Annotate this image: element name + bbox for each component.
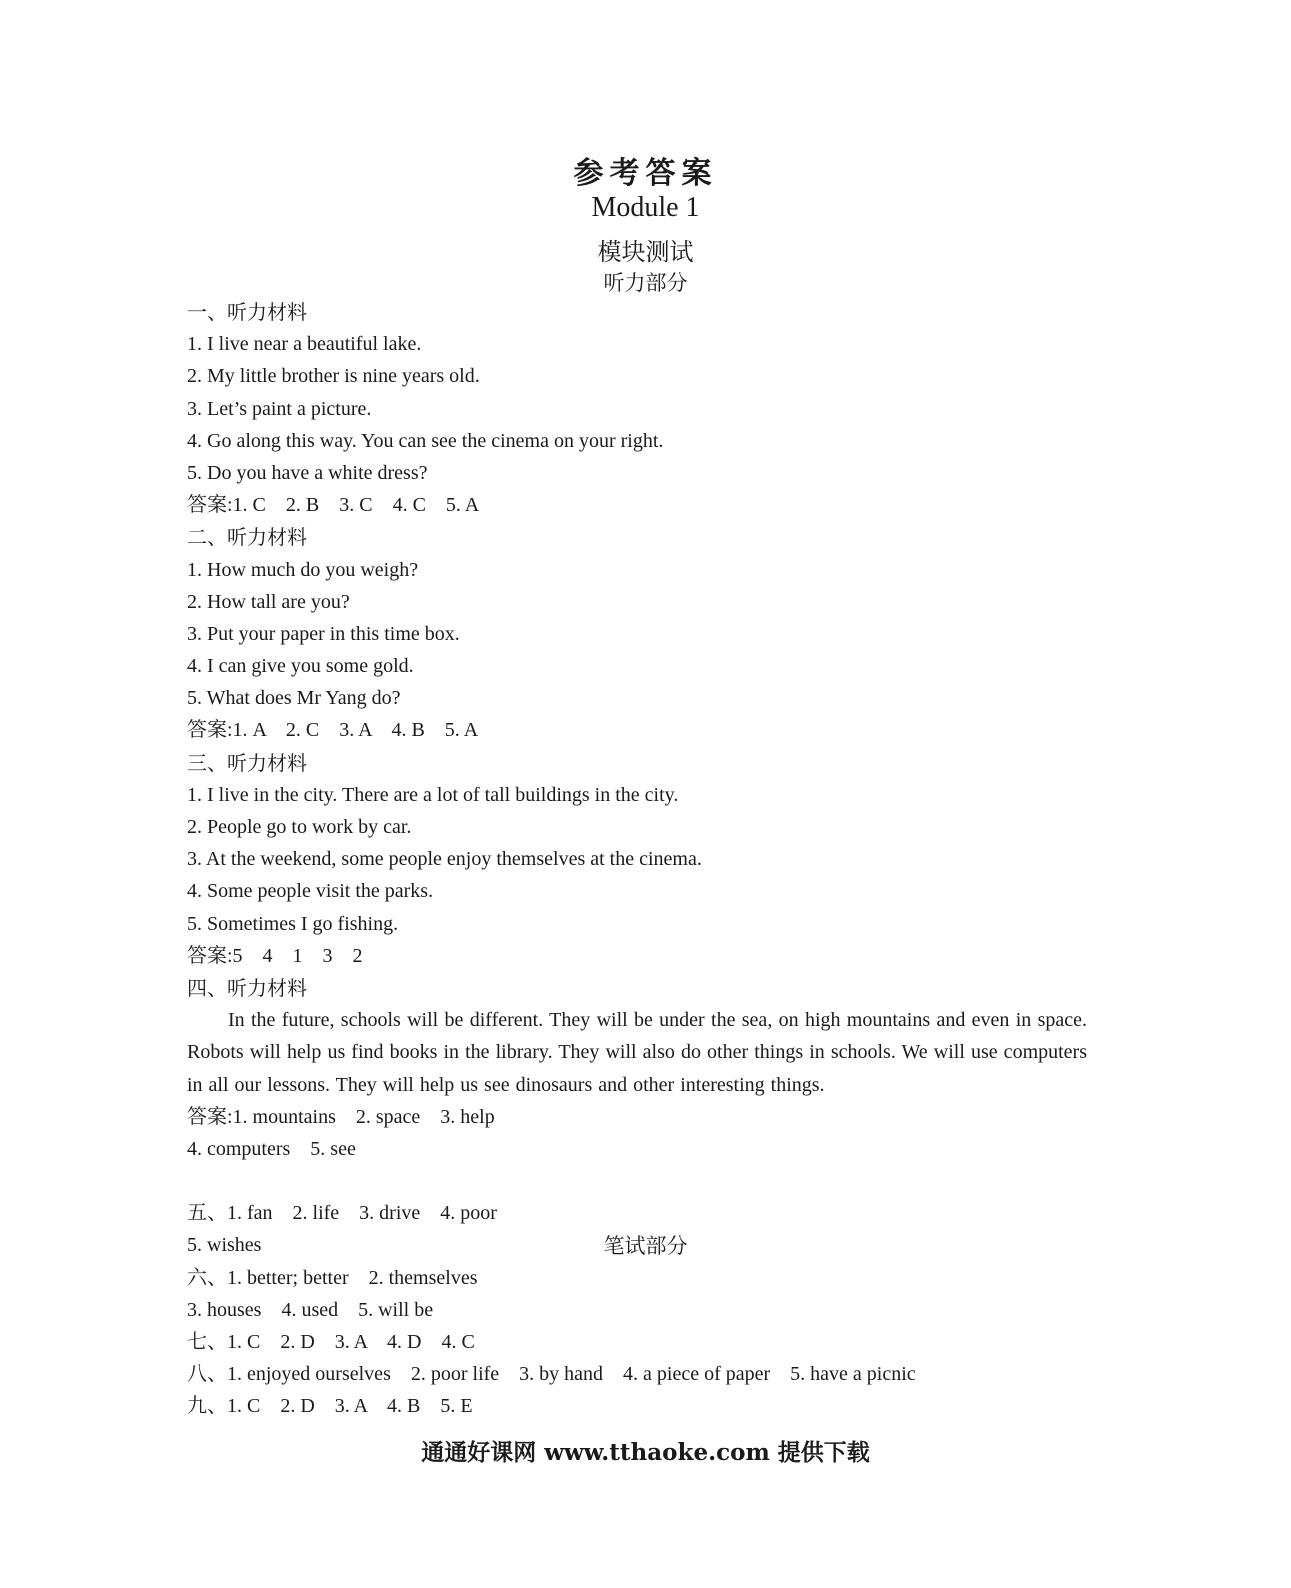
writing-answer-line: 3. houses 4. used 5. will be xyxy=(187,1298,434,1321)
part2-item: 4. I can give you some gold. xyxy=(187,655,414,678)
part4-paragraph: In the future, schools will be different. They will be under the sea, on high mountains and even in space. Robots will help us find books in the library. They will also do other things in schools. We will use computers in all our lessons. They will help us see dinosaurs and other interesting things. xyxy=(187,1009,1087,1096)
writing-section-title: 笔试部分 xyxy=(603,1233,688,1258)
part1-answer: 答案:1. C 2. B 3. C 4. C 5. A xyxy=(187,494,480,517)
writing-answer-line: 七、1. C 2. D 3. A 4. D 4. C xyxy=(187,1331,475,1354)
part3-item: 2. People go to work by car. xyxy=(187,816,412,838)
module-title: Module 1 xyxy=(591,192,700,223)
part2-item: 3. Put your paper in this time box. xyxy=(187,622,460,645)
part1-item: 4. Go along this way. You can see the cinema on your right. xyxy=(187,429,664,452)
footer-source-note: 通通好课网 www.tthaoke.com 提供下载 xyxy=(421,1439,870,1466)
listening-section-title: 听力部分 xyxy=(603,271,688,295)
answer-content xyxy=(187,296,1087,1423)
part1-item: 1. I live near a beautiful lake. xyxy=(187,333,422,356)
writing-answer-line: 九、1. C 2. D 3. A 4. B 5. E xyxy=(187,1395,473,1418)
part2-item: 1. How much do you weigh? xyxy=(187,558,419,581)
part3-heading: 三、听力材料 xyxy=(187,750,307,775)
part1-item: 5. Do you have a white dress? xyxy=(187,461,428,484)
part4-answer-line1: 答案:1. mountains 2. space 3. help xyxy=(187,1105,495,1128)
part4-heading: 四、听力材料 xyxy=(187,975,307,1000)
part2-item: 2. How tall are you? xyxy=(187,590,350,613)
part3-item: 5. Sometimes I go fishing. xyxy=(187,912,399,935)
part1-item: 3. Let’s paint a picture. xyxy=(187,397,372,420)
part1-heading: 一、听力材料 xyxy=(187,300,307,324)
part2-heading: 二、听力材料 xyxy=(187,525,307,550)
part3-item: 3. At the weekend, some people enjoy themselves at the cinema. xyxy=(187,848,702,871)
writing-answer-line: 5. wishes xyxy=(187,1234,262,1257)
part2-answer: 答案:1. A 2. C 3. A 4. B 5. A xyxy=(187,719,479,742)
page-title: 参考答案 xyxy=(573,156,718,191)
part2-item: 5. What does Mr Yang do? xyxy=(187,687,401,710)
part3-item: 4. Some people visit the parks. xyxy=(187,880,434,903)
part4-answer-line2: 4. computers 5. see xyxy=(187,1137,356,1160)
part1-item: 2. My little brother is nine years old. xyxy=(187,365,480,388)
part3-answer: 答案:5 4 1 3 2 xyxy=(187,944,363,967)
test-subtitle: 模块测试 xyxy=(597,238,694,266)
writing-answer-line: 五、1. fan 2. life 3. drive 4. poor xyxy=(187,1202,497,1225)
writing-answer-line: 六、1. better; better 2. themselves xyxy=(187,1266,478,1289)
part3-item: 1. I live in the city. There are a lot of tall buildings in the city. xyxy=(187,783,679,806)
writing-answer-line: 八、1. enjoyed ourselves 2. poor life 3. by hand 4. a piece of paper 5. have a picnic xyxy=(187,1363,916,1386)
